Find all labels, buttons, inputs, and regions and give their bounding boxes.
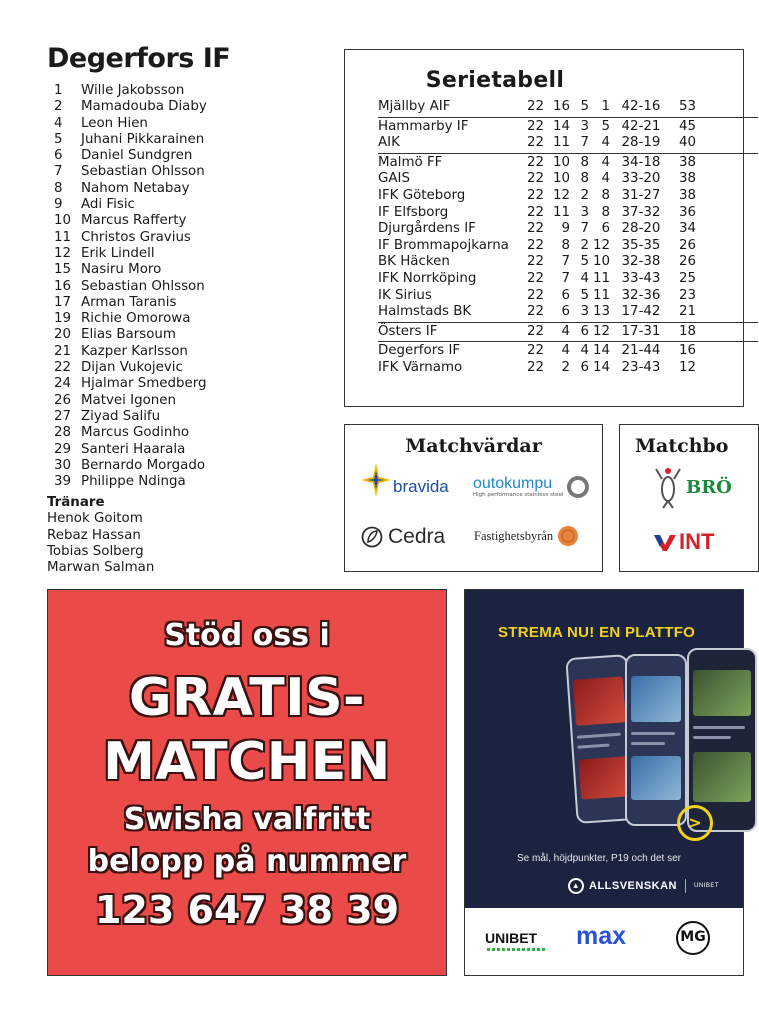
- table-cell-gd: 23-43: [621, 359, 661, 375]
- table-cell-pts: 38: [678, 154, 696, 170]
- table-cell-gp: 22: [526, 270, 544, 286]
- table-cell-pts: 21: [678, 304, 696, 320]
- fastighetsbyran-seal-icon: [557, 525, 579, 547]
- player-name: Arman Taranis: [81, 294, 177, 310]
- table-cell-gp: 22: [526, 254, 544, 270]
- table-cell-d: 5: [580, 287, 589, 303]
- matchboll-heading: Matchbo: [635, 435, 729, 457]
- player-row: [47, 148, 337, 164]
- table-cell-w: 10: [552, 171, 570, 187]
- table-cell-l: 4: [601, 135, 610, 151]
- table-cell-w: 6: [561, 287, 570, 303]
- strema-ad: [464, 589, 744, 976]
- table-row: [378, 271, 758, 288]
- player-row: [47, 474, 337, 490]
- table-cell-l: 11: [592, 270, 610, 286]
- league-table: [378, 99, 758, 377]
- table-cell-l: 6: [601, 221, 610, 237]
- player-name: Richie Omorowa: [81, 311, 191, 327]
- table-cell-l: 4: [601, 154, 610, 170]
- table-row: [378, 322, 758, 341]
- table-cell-team: IFK Norrköping: [378, 270, 477, 286]
- coach-name: Tobias Solberg: [47, 544, 144, 560]
- player-number: 24: [54, 376, 72, 392]
- table-cell-team: Mjällby AIF: [378, 99, 451, 114]
- table-cell-w: 4: [561, 323, 570, 339]
- player-row: [47, 295, 337, 311]
- coach-name: Marwan Salman: [47, 560, 155, 576]
- table-cell-pts: 26: [678, 254, 696, 270]
- table-cell-l: 13: [592, 304, 610, 320]
- player-row: [47, 279, 337, 295]
- table-cell-w: 11: [552, 204, 570, 220]
- table-cell-pts: 23: [678, 287, 696, 303]
- table-cell-w: 4: [561, 343, 570, 359]
- player-row: [47, 230, 337, 246]
- max-logo: max: [576, 922, 627, 950]
- table-cell-team: Malmö FF: [378, 154, 443, 170]
- player-row: [47, 246, 337, 262]
- table-cell-gd: 17-31: [621, 323, 661, 339]
- table-cell-gd: 42-16: [621, 99, 661, 114]
- int-logo: INT: [654, 529, 714, 555]
- table-cell-d: 5: [580, 99, 589, 114]
- int-chevron-icon: [654, 533, 676, 551]
- table-row: [378, 117, 758, 136]
- table-cell-pts: 25: [678, 270, 696, 286]
- table-cell-l: 1: [601, 99, 610, 114]
- player-number: 5: [54, 131, 63, 147]
- table-cell-d: 4: [580, 343, 589, 359]
- table-cell-w: 10: [552, 154, 570, 170]
- table-cell-d: 3: [580, 118, 589, 134]
- table-cell-d: 8: [580, 154, 589, 170]
- player-number: 15: [54, 262, 72, 278]
- table-cell-gd: 31-27: [621, 187, 661, 203]
- player-name: Marcus Godinho: [81, 425, 190, 441]
- match-hosts-heading: Matchvärdar: [405, 435, 542, 457]
- coach-name: Rebaz Hassan: [47, 527, 141, 543]
- table-cell-w: 6: [561, 304, 570, 320]
- player-name: Kazper Karlsson: [81, 343, 188, 359]
- player-number: 7: [54, 164, 63, 180]
- table-cell-team: Degerfors IF: [378, 343, 461, 359]
- player-number: 20: [54, 327, 72, 343]
- player-list: [47, 83, 337, 490]
- player-row: [47, 164, 337, 180]
- table-cell-d: 5: [580, 254, 589, 270]
- table-cell-gp: 22: [526, 204, 544, 220]
- table-cell-team: IFK Värnamo: [378, 359, 463, 375]
- gratis-line-4: Swisha valfritt: [123, 802, 371, 837]
- table-cell-d: 4: [580, 270, 589, 286]
- table-cell-l: 11: [592, 287, 610, 303]
- player-row: [47, 442, 337, 458]
- table-cell-w: 7: [561, 254, 570, 270]
- cedra-logo: Cedra: [361, 525, 445, 549]
- table-cell-w: 8: [561, 237, 570, 253]
- table-cell-pts: 16: [678, 343, 696, 359]
- table-cell-team: Östers IF: [378, 323, 438, 339]
- table-cell-l: 14: [592, 359, 610, 375]
- table-cell-gd: 37-32: [621, 204, 661, 220]
- coach-name: Henok Goitom: [47, 511, 143, 527]
- player-number: 2: [54, 99, 63, 115]
- table-row: [378, 360, 758, 377]
- table-cell-gp: 22: [526, 154, 544, 170]
- table-row: [378, 238, 758, 255]
- player-name: Sebastian Ohlsson: [81, 164, 205, 180]
- table-cell-gp: 22: [526, 287, 544, 303]
- sponsor-strip: [465, 908, 743, 975]
- table-cell-gp: 22: [526, 221, 544, 237]
- table-row: [378, 171, 758, 188]
- player-name: Philippe Ndinga: [81, 474, 186, 490]
- unibet-logo: UNIBET: [485, 930, 538, 946]
- player-number: 19: [54, 311, 72, 327]
- bravida-star-icon: [361, 463, 391, 497]
- player-number: 1: [54, 83, 63, 98]
- table-cell-pts: 53: [678, 99, 696, 114]
- unibet-dots-icon: [487, 948, 545, 951]
- player-number: 6: [54, 148, 63, 164]
- table-cell-gd: 17-42: [621, 304, 661, 320]
- table-cell-team: IF Elfsborg: [378, 204, 449, 220]
- player-number: 9: [54, 197, 63, 213]
- table-cell-d: 3: [580, 304, 589, 320]
- table-row: [378, 135, 758, 152]
- outokumpu-logo: outokumpu High performance stainless steel: [473, 475, 590, 499]
- table-cell-l: 14: [592, 343, 610, 359]
- player-row: [47, 83, 337, 99]
- table-cell-w: 16: [552, 99, 570, 114]
- player-row: [47, 344, 337, 360]
- player-number: 16: [54, 278, 72, 294]
- gratis-line-5: belopp på nummer: [87, 844, 407, 879]
- league-table-panel: [344, 49, 744, 407]
- table-cell-team: IFK Göteborg: [378, 187, 466, 203]
- player-row: [47, 132, 337, 148]
- table-cell-d: 2: [580, 237, 589, 253]
- table-cell-pts: 34: [678, 221, 696, 237]
- player-number: 26: [54, 392, 72, 408]
- table-cell-team: IK Sirius: [378, 287, 432, 303]
- bravida-logo: bravida: [361, 463, 449, 497]
- player-name: Marcus Rafferty: [81, 213, 187, 229]
- table-cell-gd: 42-21: [621, 118, 661, 134]
- player-row: [47, 360, 337, 376]
- match-hosts-panel: [344, 424, 603, 572]
- table-cell-l: 12: [592, 237, 610, 253]
- player-name: Santeri Haarala: [81, 441, 186, 457]
- table-row: [378, 304, 758, 321]
- table-cell-gd: 32-38: [621, 254, 661, 270]
- table-cell-pts: 18: [678, 323, 696, 339]
- table-cell-gp: 22: [526, 359, 544, 375]
- table-cell-d: 8: [580, 171, 589, 187]
- outokumpu-ring-icon: [566, 475, 590, 499]
- allsvenskan-ball-icon: ▲: [568, 878, 584, 894]
- gratis-line-1: Stöd oss i: [164, 618, 330, 653]
- player-number: 29: [54, 441, 72, 457]
- table-cell-w: 9: [561, 221, 570, 237]
- table-cell-w: 2: [561, 359, 570, 375]
- table-cell-pts: 38: [678, 171, 696, 187]
- table-cell-gp: 22: [526, 304, 544, 320]
- table-row: [378, 254, 758, 271]
- table-cell-team: BK Häcken: [378, 254, 450, 270]
- table-cell-gd: 33-43: [621, 270, 661, 286]
- player-number: 39: [54, 474, 72, 490]
- player-number: 30: [54, 457, 72, 473]
- table-cell-l: 4: [601, 171, 610, 187]
- table-row: [378, 99, 758, 116]
- player-number: 27: [54, 408, 72, 424]
- table-cell-w: 14: [552, 118, 570, 134]
- table-cell-gd: 33-20: [621, 171, 661, 187]
- table-cell-team: IF Brommapojkarna: [378, 237, 509, 253]
- table-cell-team: Halmstads BK: [378, 304, 472, 320]
- table-cell-team: Djurgårdens IF: [378, 221, 476, 237]
- table-cell-gd: 21-44: [621, 343, 661, 359]
- player-name: Daniel Sundgren: [81, 148, 193, 164]
- team-name: Degerfors IF: [47, 43, 231, 74]
- player-number: 10: [54, 213, 72, 229]
- player-row: [47, 99, 337, 115]
- table-cell-d: 3: [580, 204, 589, 220]
- table-cell-gd: 34-18: [621, 154, 661, 170]
- player-name: Erik Lindell: [81, 245, 155, 261]
- squad-list: [47, 42, 337, 577]
- player-number: 12: [54, 245, 72, 261]
- allsvenskan-logo: ▲ ALLSVENSKAN UNIBET: [568, 878, 719, 894]
- table-row: [378, 153, 758, 172]
- table-cell-gp: 22: [526, 135, 544, 151]
- player-row: [47, 458, 337, 474]
- player-row: [47, 327, 337, 343]
- player-name: Adi Fisic: [81, 197, 135, 213]
- table-cell-l: 8: [601, 204, 610, 220]
- table-cell-gp: 22: [526, 323, 544, 339]
- bro-logo: BRÖ: [653, 465, 732, 509]
- table-cell-gd: 28-20: [621, 221, 661, 237]
- swish-number: 123 647 38 39: [94, 888, 400, 932]
- player-name: Matvei Igonen: [81, 392, 177, 408]
- table-cell-gd: 35-35: [621, 237, 661, 253]
- gratis-line-2: GRATIS-: [128, 668, 366, 728]
- coaches-heading: Tränare: [47, 495, 105, 511]
- table-cell-w: 7: [561, 270, 570, 286]
- table-cell-team: GAIS: [378, 171, 410, 187]
- player-number: 4: [54, 115, 63, 131]
- league-table-title: Serietabell: [425, 68, 565, 93]
- table-row: [378, 205, 758, 222]
- player-name: Dijan Vukojevic: [81, 360, 183, 376]
- table-row: [378, 341, 758, 360]
- player-name: Wille Jakobsson: [81, 83, 185, 98]
- table-cell-pts: 12: [678, 359, 696, 375]
- table-cell-gp: 22: [526, 99, 544, 114]
- player-number: 11: [54, 229, 72, 245]
- table-cell-d: 7: [580, 221, 589, 237]
- player-name: Ziyad Salifu: [81, 408, 161, 424]
- table-cell-gp: 22: [526, 343, 544, 359]
- player-number: 21: [54, 343, 72, 359]
- player-row: [47, 409, 337, 425]
- fastighetsbyran-logo: Fastighetsbyrån: [474, 525, 579, 547]
- strema-title: STREMA NU! EN PLATTFO: [498, 624, 696, 641]
- phone-mockup-icon: [625, 654, 687, 826]
- player-name: Nahom Netabay: [81, 180, 190, 196]
- player-name: Juhani Pikkarainen: [81, 131, 205, 147]
- table-cell-pts: 45: [678, 118, 696, 134]
- player-row: [47, 376, 337, 392]
- table-cell-l: 8: [601, 187, 610, 203]
- table-cell-gd: 28-19: [621, 135, 661, 151]
- coach-list: [47, 511, 337, 576]
- table-cell-gd: 32-36: [621, 287, 661, 303]
- player-number: 22: [54, 360, 72, 376]
- table-cell-team: Hammarby IF: [378, 118, 469, 134]
- player-name: Hjalmar Smedberg: [81, 376, 207, 392]
- gratis-matchen-ad: [47, 589, 447, 976]
- table-cell-w: 12: [552, 187, 570, 203]
- table-cell-gp: 22: [526, 187, 544, 203]
- player-name: Christos Gravius: [81, 229, 191, 245]
- player-name: Mamadouba Diaby: [81, 99, 207, 115]
- mg-logo: MG: [676, 921, 710, 955]
- table-cell-d: 6: [580, 359, 589, 375]
- player-number: 17: [54, 294, 72, 310]
- player-number: 28: [54, 425, 72, 441]
- table-cell-gp: 22: [526, 171, 544, 187]
- table-cell-pts: 36: [678, 204, 696, 220]
- table-row: [378, 221, 758, 238]
- table-cell-d: 6: [580, 323, 589, 339]
- table-cell-d: 7: [580, 135, 589, 151]
- player-row: [47, 213, 337, 229]
- player-name: Nasiru Moro: [81, 262, 162, 278]
- table-row: [378, 188, 758, 205]
- player-row: [47, 197, 337, 213]
- table-cell-l: 12: [592, 323, 610, 339]
- matchboll-panel: [619, 424, 759, 572]
- player-name: Leon Hien: [81, 115, 148, 131]
- table-cell-pts: 40: [678, 135, 696, 151]
- player-name: Elias Barsoum: [81, 327, 176, 343]
- cedra-leaf-icon: [361, 526, 383, 548]
- player-row: [47, 181, 337, 197]
- table-cell-d: 2: [580, 187, 589, 203]
- gratis-line-3: MATCHEN: [103, 732, 391, 792]
- player-row: [47, 311, 337, 327]
- player-row: [47, 262, 337, 278]
- table-cell-gp: 22: [526, 118, 544, 134]
- player-row: [47, 425, 337, 441]
- table-cell-gp: 22: [526, 237, 544, 253]
- player-row: [47, 116, 337, 132]
- table-cell-pts: 26: [678, 237, 696, 253]
- table-row: [378, 288, 758, 305]
- play-icon: >: [677, 805, 713, 841]
- player-row: [47, 393, 337, 409]
- player-name: Sebastian Ohlsson: [81, 278, 205, 294]
- crayfish-icon: [653, 465, 683, 509]
- strema-subtitle: Se mål, höjdpunkter, P19 och det ser: [517, 853, 681, 864]
- player-name: Bernardo Morgado: [81, 457, 206, 473]
- table-cell-pts: 38: [678, 187, 696, 203]
- table-cell-w: 11: [552, 135, 570, 151]
- table-cell-team: AIK: [378, 135, 400, 151]
- player-number: 8: [54, 180, 63, 196]
- table-cell-l: 10: [592, 254, 610, 270]
- table-cell-l: 5: [601, 118, 610, 134]
